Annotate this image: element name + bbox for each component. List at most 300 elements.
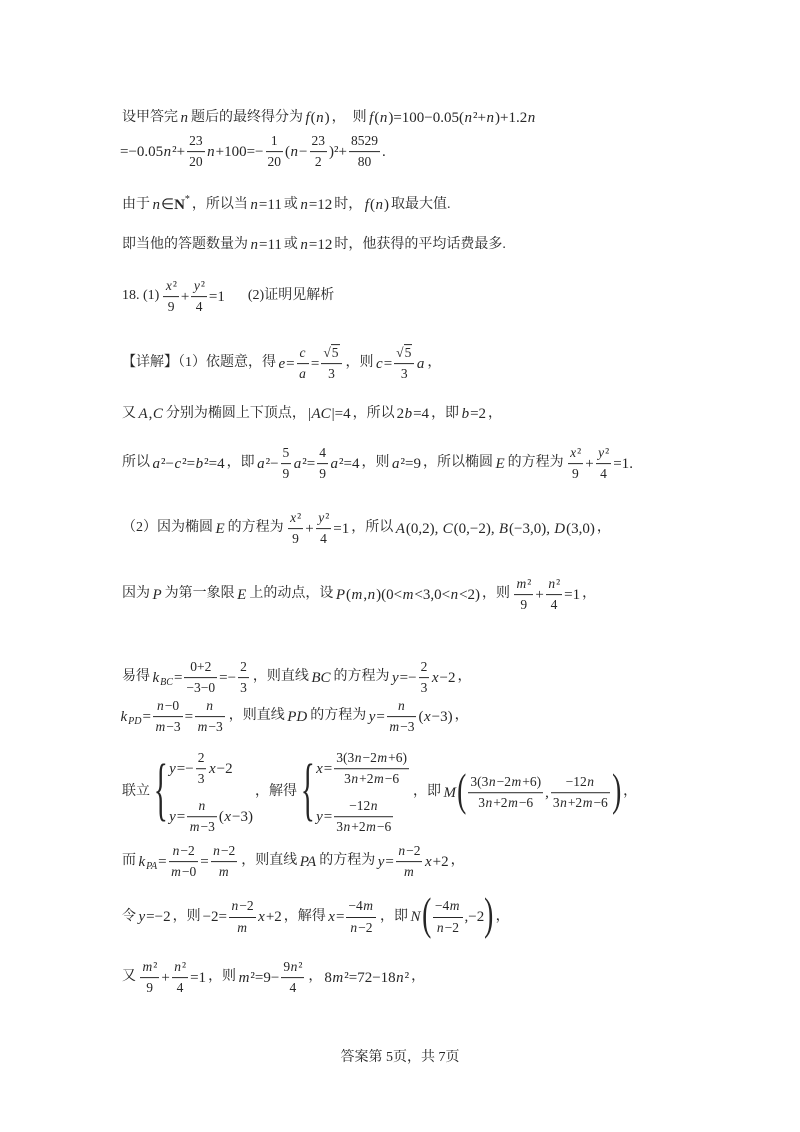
math-symbols: )(0< [376, 587, 403, 603]
math-variable: b [461, 406, 470, 422]
text-run: 所以 [122, 455, 150, 471]
fraction-denominator [211, 863, 238, 882]
math-symbols: =11 [258, 197, 282, 213]
fraction [546, 575, 562, 615]
math-symbols: 80 [357, 154, 372, 170]
math-variable: a [293, 456, 302, 472]
fraction-numerator [317, 444, 328, 464]
text-run: ，解得 [255, 784, 298, 800]
math-symbols: 1 [270, 133, 278, 149]
fraction [514, 575, 533, 615]
math-variable: y [598, 445, 605, 461]
math-symbols: ² [297, 510, 302, 526]
math-symbols: 3 [344, 771, 351, 787]
text-run: ， [582, 586, 597, 602]
text-run: 的方程为 [507, 455, 564, 471]
text-run: ，则 [172, 908, 201, 924]
fraction [187, 132, 205, 172]
math-symbols: = [158, 854, 167, 870]
math-symbols: −3) [232, 808, 254, 825]
math-symbols: ( [346, 587, 352, 603]
math-symbols: +2 [493, 795, 508, 811]
math-symbols: +6) [522, 774, 542, 790]
math-symbols: =1 [564, 587, 581, 603]
math-symbols: = [310, 356, 320, 372]
math-variable: E [237, 587, 247, 603]
math-symbols: )²+ [329, 144, 347, 160]
q18-line-7 [120, 697, 471, 737]
fraction [596, 444, 612, 484]
text-run: 上的动点，设 [249, 586, 334, 602]
math-variable: a [330, 456, 339, 472]
math-symbols: = [286, 356, 295, 372]
math-symbols: = [176, 808, 186, 825]
math-variable: n [548, 576, 556, 592]
math-variable: n [174, 959, 182, 975]
math-symbols: ²− [161, 456, 174, 472]
math-symbols: +2 [265, 909, 282, 925]
math-symbols: )+1.2 [494, 110, 528, 126]
math-variable: A [138, 406, 148, 422]
fraction-denominator [433, 918, 463, 937]
math-variable: E [215, 521, 225, 537]
fraction [468, 773, 543, 813]
math-symbols: 3 [336, 819, 344, 835]
math-symbols: ² [325, 510, 330, 526]
math-variable: n [300, 197, 308, 213]
q18-line-8 [120, 749, 639, 837]
math-variable: AC [311, 406, 331, 422]
math-symbols: ²=4 [204, 456, 225, 472]
math-symbols: 23 [311, 133, 325, 149]
math-symbols: = [383, 356, 393, 372]
math-variable: n [527, 110, 536, 126]
superscript: * [184, 193, 190, 205]
fraction [281, 958, 304, 998]
math-variable: BC [311, 670, 331, 686]
fraction-numerator [163, 277, 179, 297]
math-symbols: 23 [189, 133, 203, 149]
math-variable: m [363, 898, 374, 914]
math-variable: m [402, 587, 414, 603]
math-variable: N [410, 909, 421, 925]
math-symbols: ,−2 [464, 909, 485, 925]
fraction-denominator [229, 918, 256, 937]
fraction-denominator [184, 679, 217, 698]
fraction-denominator [316, 530, 332, 549]
math-symbols: 9 [167, 299, 175, 315]
math-variable: PD [287, 709, 308, 725]
math-symbols: − [299, 144, 308, 160]
math-variable: M [443, 785, 456, 801]
math-symbols: ² [200, 278, 205, 294]
fraction [396, 842, 423, 882]
fraction [349, 132, 380, 172]
math-symbols: ) [383, 197, 389, 213]
text-run: 联立 [122, 784, 150, 800]
fraction [172, 958, 188, 998]
fraction [169, 842, 199, 882]
math-symbols: √ [396, 345, 404, 361]
text-run: 18. (1) [122, 288, 160, 304]
fraction-denominator [172, 979, 188, 998]
text-run: ，即 [413, 784, 441, 800]
left-brace: { [300, 751, 315, 828]
math-symbols: −2 [358, 919, 373, 935]
math-variable: n [250, 197, 258, 213]
fraction [140, 958, 159, 998]
text-run: 的方程为 [333, 669, 390, 685]
math-variable: m [332, 970, 344, 986]
text-run: ，即 [431, 405, 460, 421]
fraction-denominator [195, 718, 225, 737]
fraction-numerator [187, 132, 205, 152]
math-symbols: . [381, 144, 386, 160]
fraction [153, 697, 183, 737]
q18-answer-summary [120, 277, 336, 317]
fraction-numerator [172, 958, 188, 978]
math-symbols: + [161, 970, 170, 986]
math-symbols: 3(3 [336, 750, 355, 766]
math-symbols: −6 [376, 819, 392, 835]
fraction-numerator [514, 575, 533, 595]
math-symbols: ² [556, 576, 561, 592]
fraction [288, 509, 304, 549]
text-run: ，则 [345, 355, 374, 371]
math-variable: m [389, 719, 400, 735]
math-variable: n [375, 197, 383, 213]
math-symbols: −2 [180, 843, 195, 859]
math-variable: n [290, 144, 299, 160]
math-symbols: 9 [319, 466, 327, 482]
fraction [238, 658, 249, 698]
equation-row [316, 797, 411, 837]
fraction [163, 277, 179, 317]
math-variable: x [328, 909, 335, 925]
text-run: 易得 [122, 669, 150, 685]
fraction-denominator [419, 679, 430, 698]
text-run: ，则直线 [228, 708, 285, 724]
math-symbols: +2 [567, 795, 583, 811]
math-variable: n [163, 144, 172, 160]
text-run: 即当他的答题数量为 [122, 236, 248, 252]
text-run: ，所以当 [191, 196, 248, 212]
fraction [551, 773, 610, 813]
math-symbols: 2 [396, 406, 405, 422]
math-symbols: 9 [146, 980, 154, 996]
fraction-numerator [266, 132, 284, 152]
text-run: ，所以 [352, 405, 395, 421]
fraction [211, 842, 238, 882]
fraction-denominator [310, 153, 328, 172]
text-run: ， [450, 853, 465, 869]
fraction-numerator [551, 773, 610, 793]
text-run: 取最大值. [390, 196, 451, 212]
text-run: 因为 [122, 586, 150, 602]
math-symbols: ² [298, 959, 303, 975]
math-symbols: |=4 [331, 406, 351, 422]
math-variable: n [396, 970, 404, 986]
math-symbols: =1 [333, 521, 350, 537]
math-symbols: +2 [432, 854, 449, 870]
math-symbols: (−3,0), [509, 521, 554, 537]
fraction-denominator [468, 794, 543, 813]
fraction-numerator [288, 509, 304, 529]
math-symbols: 3 [552, 795, 560, 811]
math-symbols: <3,0< [414, 587, 451, 603]
fraction-numerator [546, 575, 562, 595]
fraction-numerator [140, 958, 159, 978]
fraction-denominator [281, 979, 304, 998]
fraction-numerator [321, 344, 341, 364]
text-run: 时， [334, 196, 363, 212]
math-symbols: = [335, 909, 345, 925]
fraction-denominator [396, 863, 423, 882]
text-run: 又 [122, 405, 136, 421]
math-symbols: ²=4 [339, 456, 360, 472]
math-symbols: , [148, 406, 153, 422]
math-variable: y [368, 709, 376, 725]
math-symbols: =4 [413, 406, 430, 422]
math-variable: n [152, 197, 160, 213]
math-symbols: 9 [292, 531, 299, 547]
math-symbols: ²+ [473, 110, 486, 126]
text-run: ， [411, 969, 426, 985]
math-symbols: =− [399, 670, 417, 686]
text-run: ， [454, 708, 469, 724]
fraction-numerator [396, 842, 423, 862]
math-variable: m [404, 864, 414, 880]
math-variable: n [343, 819, 351, 835]
math-variable: x [224, 808, 232, 825]
text-run: 或 [283, 236, 298, 252]
math-variable: x [208, 761, 216, 778]
math-symbols: −0 [181, 864, 197, 880]
math-symbols: = [184, 709, 194, 725]
math-symbols: ²=9− [250, 970, 280, 986]
fraction-denominator [514, 596, 533, 615]
math-symbols: ( [285, 144, 291, 160]
math-variable: y [318, 510, 325, 526]
math-variable: n [198, 798, 206, 813]
radicand: 5 [404, 345, 412, 361]
fraction-denominator [281, 465, 292, 484]
fraction-denominator [596, 465, 612, 484]
text-run: (2)证明见解析 [226, 288, 335, 304]
math-symbols: −2 [439, 670, 456, 686]
math-symbols: 5 [282, 445, 290, 461]
fraction-denominator [140, 979, 159, 998]
fraction [191, 277, 207, 317]
math-symbols: −2 [362, 750, 377, 766]
fraction-denominator [334, 817, 393, 836]
math-variable: n [316, 110, 324, 126]
fraction-numerator [229, 897, 256, 917]
fraction-numerator [195, 697, 225, 717]
fraction-denominator [238, 679, 249, 698]
math-symbols: ² [527, 576, 532, 592]
fraction-numerator [346, 897, 376, 917]
math-symbols: 9 [283, 959, 291, 975]
math-symbols: =2 [470, 406, 487, 422]
math-variable: a [391, 456, 400, 472]
text-run: ，即 [380, 908, 409, 924]
fraction-numerator [596, 444, 612, 464]
math-variable: c [174, 456, 182, 472]
math-variable: e [278, 356, 286, 372]
math-variable: m [449, 898, 460, 914]
math-variable: n [290, 959, 298, 975]
math-symbols: ( [218, 808, 224, 825]
math-symbols: +2 [351, 819, 366, 835]
fraction [266, 132, 284, 172]
text-run: 令 [122, 908, 136, 924]
math-symbols: <2) [459, 587, 481, 603]
fraction-numerator [184, 658, 217, 678]
math-variable: n [379, 110, 388, 126]
equation-system [316, 749, 411, 837]
math-symbols: ² [153, 959, 158, 975]
math-variable: m [237, 919, 247, 935]
text-run: ， [596, 520, 611, 536]
math-symbols: ( [418, 709, 424, 725]
fraction [195, 697, 225, 737]
math-variable: C [442, 521, 453, 537]
fraction-denominator [266, 153, 284, 172]
math-symbols: = [323, 761, 333, 778]
fraction [281, 444, 292, 484]
math-variable: k [138, 854, 146, 870]
math-symbols: =−2 [146, 909, 171, 925]
math-symbols: = [142, 709, 151, 725]
math-symbols: 3 [328, 366, 335, 382]
math-symbols: . [629, 456, 633, 472]
fraction-numerator [419, 658, 430, 678]
math-variable: n [172, 843, 180, 859]
subscript: PD [128, 716, 142, 728]
fraction-denominator [187, 817, 217, 836]
fraction-numerator [468, 773, 543, 793]
math-variable: m [238, 970, 250, 986]
fraction-denominator [153, 718, 183, 737]
math-variable: n [180, 110, 188, 126]
fraction [334, 797, 393, 837]
math-symbols: 3 [400, 366, 408, 382]
fraction-numerator [433, 897, 463, 917]
math-symbols: ( [310, 110, 316, 126]
math-variable: x [258, 909, 265, 925]
text-run: 题后的最终得分为 [191, 109, 303, 125]
math-variable: n [464, 110, 473, 126]
math-variable: n [436, 919, 444, 935]
text-run: 或 [283, 196, 298, 212]
text-run: 时，他获得的平均话费最多. [334, 236, 506, 252]
text-run: ， 则 [331, 109, 367, 125]
math-symbols: =−0.05 [120, 144, 164, 160]
prev-question-line-2 [120, 132, 386, 172]
math-variable: m [582, 795, 593, 811]
fraction [334, 749, 409, 789]
text-run: ， [623, 784, 638, 800]
math-variable: B [498, 521, 509, 537]
text-run: （2）因为椭圆 [122, 520, 213, 536]
math-variable: m [377, 750, 388, 766]
math-variable: a [152, 456, 160, 472]
fraction [310, 132, 328, 172]
math-variable: C [152, 406, 163, 422]
fraction-denominator [169, 863, 199, 882]
fraction-numerator [297, 344, 309, 364]
text-run: 【详解】（1）依题意，得 [122, 355, 276, 371]
math-variable: x [423, 709, 431, 725]
math-variable: n [370, 798, 378, 813]
fraction-numerator [310, 132, 328, 152]
math-symbols: −2= [202, 909, 228, 925]
math-symbols: ²=72−18 [344, 970, 396, 986]
prev-question-line-1 [120, 109, 536, 127]
math-symbols: 4 [176, 980, 184, 996]
text-run: 为第一象限 [164, 586, 235, 602]
math-symbols: + [305, 521, 314, 537]
fraction-numerator [196, 749, 207, 769]
text-run: ， [457, 669, 472, 685]
fraction-denominator [349, 153, 380, 172]
prev-question-line-3 [120, 193, 452, 214]
equation-row [169, 797, 253, 837]
math-symbols: =12 [308, 237, 333, 253]
fraction-numerator [349, 132, 380, 152]
q18-line-10 [120, 888, 512, 940]
text-run: ，所以椭圆 [422, 455, 493, 471]
math-symbols: + [180, 289, 190, 305]
q18-line-1 [120, 344, 443, 384]
math-symbols: 2 [240, 659, 247, 675]
math-variable: y [169, 761, 176, 778]
math-symbols: 20 [189, 154, 203, 170]
fraction-numerator [191, 277, 207, 297]
math-variable: a [299, 366, 306, 382]
fraction-denominator [163, 298, 179, 317]
text-run: 的方程为 [319, 853, 376, 869]
math-symbols: 9 [520, 597, 528, 613]
fraction-denominator [196, 770, 207, 789]
math-symbols: −2 [216, 761, 233, 778]
fraction-denominator [321, 365, 341, 384]
right-paren: ) [611, 764, 622, 815]
math-symbols: + [535, 587, 544, 603]
math-symbols: −2 [406, 843, 421, 859]
math-variable: n [351, 771, 359, 787]
math-symbols: , [363, 587, 368, 603]
equation-row [169, 749, 253, 789]
math-symbols: = [323, 808, 333, 825]
math-variable: m [366, 819, 376, 835]
math-variable: P [335, 587, 346, 603]
math-symbols: (3,0) [566, 521, 595, 537]
math-symbols: = [376, 709, 385, 725]
text-run: ，则 [208, 969, 237, 985]
math-symbols: 2 [420, 659, 428, 675]
q18-line-2 [120, 405, 504, 423]
q18-line-6 [120, 658, 473, 698]
fraction [321, 344, 341, 384]
math-symbols: 9 [282, 466, 290, 482]
math-variable: y [193, 278, 200, 294]
math-variable: y [138, 909, 146, 925]
page-footer: 答案第 5页，共 7页 [340, 1050, 460, 1065]
math-symbols: −6 [384, 771, 400, 787]
math-variable: n [485, 795, 493, 811]
